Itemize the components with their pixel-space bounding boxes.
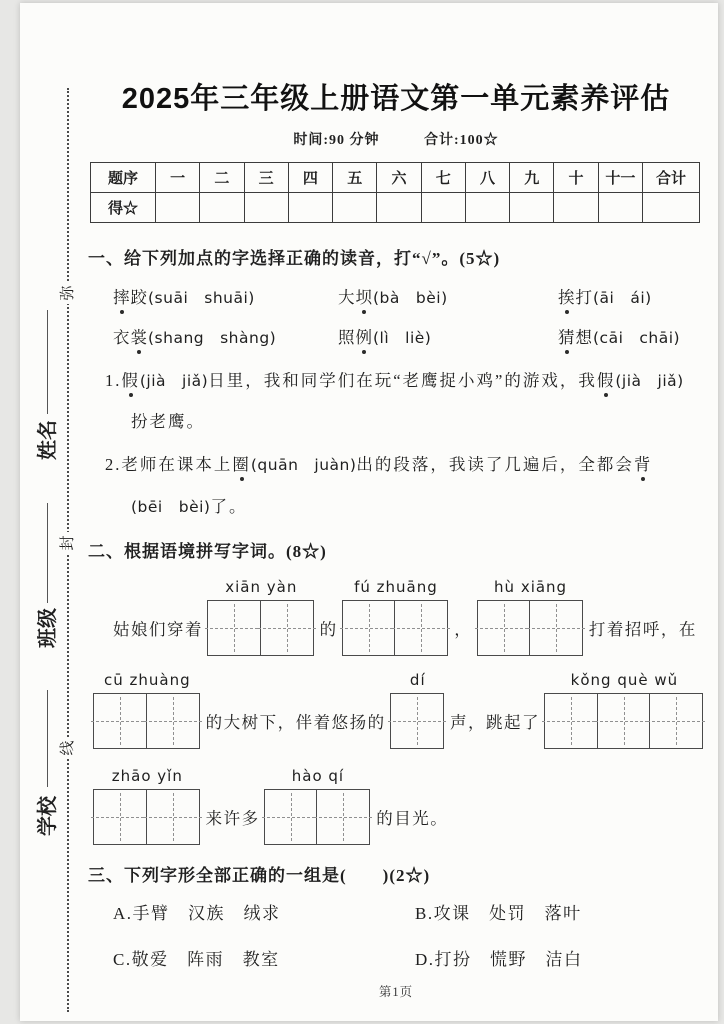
dotted-char: 假 [121, 367, 140, 391]
class-blank-line [47, 503, 48, 603]
word-item-caixiang [558, 324, 680, 348]
dotted-char: 假 [597, 367, 616, 391]
score-table-header-cell: 二 [200, 163, 244, 193]
dotted-char: 例 [356, 324, 374, 348]
writing-grid-cell [207, 600, 261, 656]
page-title: 2025年三年级上册语文第一单元素养评估 [121, 83, 671, 115]
seal-char-xian: 线 [57, 737, 79, 759]
text-segment: 想 [575, 328, 593, 347]
writing-grid-cell [597, 693, 651, 749]
writing-grid-cell [649, 693, 703, 749]
sentence1-line2 [131, 408, 205, 432]
pinyin-label: fú zhuāng [354, 578, 438, 596]
text-segment: 出的段落，我读了几遍后，全都会 [356, 455, 634, 474]
text-segment: 日里，我和同学们在玩“老鹰捉小鸡”的游戏，我 [208, 371, 597, 390]
score-cell-empty [288, 193, 332, 223]
section3-heading: 三、下列字形全部正确的一组是( )(2☆) [88, 866, 431, 885]
score-table-header-cell: 八 [465, 163, 509, 193]
name-blank-line [47, 310, 48, 414]
score-cell-empty [200, 193, 244, 223]
writing-grid-cell [93, 693, 147, 749]
pinyin-label: xiān yàn [225, 578, 298, 596]
score-table-header-cell: 六 [377, 163, 421, 193]
writing-grid-cell [316, 789, 370, 845]
pinyin-text: (lì liè) [373, 329, 432, 347]
score-cell-empty [643, 193, 700, 223]
writing-grid-group [478, 578, 583, 656]
seal-char-mi: 弥 [57, 282, 79, 304]
score-cell-empty [510, 193, 554, 223]
word-item-aida [558, 284, 652, 308]
text-segment: 扮老鹰。 [131, 412, 205, 431]
fill-sentence-text: 打着招呼，在 [588, 620, 697, 639]
score-table-header-cell: 七 [421, 163, 465, 193]
score-cell-empty [333, 193, 377, 223]
score-table-header-cell: 五 [333, 163, 377, 193]
fill-sentence-text: 声，跳起了 [449, 713, 540, 732]
class-field-label: 班级 [37, 608, 59, 648]
pinyin-text: (āi ái) [593, 289, 652, 307]
pinyin-text: (quān juàn) [250, 456, 357, 474]
writing-grid-group [95, 671, 200, 749]
fill-sentence-text: 的 [319, 620, 338, 639]
school-field-label: 学校 [37, 796, 59, 836]
text-segment: 打 [575, 288, 593, 307]
time-label: 时间:90 分钟 [293, 133, 380, 148]
pinyin-label: cū zhuàng [103, 671, 191, 689]
score-row-label: 得☆ [91, 193, 156, 223]
fill-sentence-text: 的大树下，伴着悠扬的 [205, 713, 386, 732]
writing-grid-cell [264, 789, 318, 845]
dotted-char: 摔 [113, 284, 131, 308]
sentence2-line2 [131, 493, 247, 517]
option-d: D.打扮 慌野 洁白 [415, 950, 583, 969]
text-segment: 衣 [113, 328, 131, 347]
dotted-char: 圈 [232, 451, 251, 475]
school-blank-line [47, 690, 48, 787]
writing-grid-cell [146, 693, 200, 749]
score-cell-empty [377, 193, 421, 223]
writing-grid-group [546, 671, 703, 749]
section2-heading: 二、根据语境拼写字词。(8☆) [88, 542, 327, 561]
pinyin-label: dí [409, 671, 426, 689]
pinyin-text: (jià jiǎ) [139, 372, 209, 390]
word-item-shuaijiao [113, 284, 255, 308]
pinyin-text: (suāi shuāi) [148, 289, 255, 307]
writing-grid-cell [544, 693, 598, 749]
text-segment: 了。 [210, 497, 248, 516]
pinyin-label: hù xiāng [494, 578, 568, 596]
score-cell-empty [465, 193, 509, 223]
word-item-yishang [113, 324, 276, 348]
page-number: 第1页 [378, 985, 414, 999]
pinyin-text: (shang shàng) [148, 329, 277, 347]
option-a: A.手臂 汉族 绒求 [113, 904, 281, 923]
dotted-char: 猜 [558, 324, 576, 348]
score-table-header-cell: 合计 [643, 163, 700, 193]
fill-sentence-text: 的目光。 [376, 809, 449, 828]
pinyin-fill-row-3 [95, 767, 449, 845]
score-cell-empty [244, 193, 288, 223]
name-field-label: 姓名 [37, 420, 59, 460]
writing-grid-cell [146, 789, 200, 845]
pinyin-label: zhāo yǐn [111, 767, 183, 785]
writing-grid-cell [93, 789, 147, 845]
text-segment: 照 [338, 328, 356, 347]
pinyin-label: kǒng què wǔ [570, 671, 679, 689]
dotted-char: 裳 [131, 324, 149, 348]
score-table-header-cell: 九 [510, 163, 554, 193]
pinyin-fill-row-2 [95, 671, 703, 749]
fill-sentence-text: 姑娘们穿着 [113, 620, 203, 639]
pinyin-text: (jià jiǎ) [615, 372, 684, 390]
text-segment: 2.老师在课本上 [105, 455, 233, 474]
writing-grid-cell [342, 600, 396, 656]
score-table-header-cell: 三 [244, 163, 288, 193]
writing-grid-group [209, 578, 314, 656]
writing-grid-group [392, 671, 444, 749]
fill-sentence-text: ， [454, 620, 473, 639]
writing-grid-cell [529, 600, 583, 656]
text-segment: 跤 [130, 288, 148, 307]
writing-grid-cell [390, 693, 444, 749]
pinyin-text: (bēi bèi) [131, 498, 211, 516]
writing-grid-group [95, 767, 200, 845]
score-cell-empty [554, 193, 598, 223]
text-segment: 1. [105, 371, 122, 390]
total-score-label: 合计:100☆ [424, 133, 499, 148]
writing-grid-cell [477, 600, 531, 656]
writing-grid-group [266, 767, 371, 845]
score-table-header-cell: 一 [156, 163, 200, 193]
word-item-daba [338, 284, 448, 308]
dotted-char: 挨 [558, 284, 576, 308]
score-table-header-cell: 四 [288, 163, 332, 193]
dotted-char: 背 [634, 451, 653, 475]
sentence1-line1 [105, 367, 684, 391]
writing-grid-cell [394, 600, 448, 656]
score-table-corner: 题序 [91, 163, 156, 193]
fill-sentence-text: 来许多 [205, 809, 260, 828]
writing-grid-group [344, 578, 449, 656]
score-table-header-cell: 十 [554, 163, 598, 193]
section1-heading: 一、给下列加点的字选择正确的读音，打“√”。(5☆) [88, 249, 501, 268]
pinyin-label: hào qí [291, 767, 345, 785]
score-cell-empty [598, 193, 642, 223]
sentence2-line1 [105, 451, 652, 475]
seal-char-feng: 封 [57, 532, 79, 554]
exam-meta [90, 129, 702, 149]
option-c: C.敬爱 阵雨 教室 [113, 950, 280, 969]
pinyin-text: (cāi chāi) [593, 329, 681, 347]
pinyin-text: (bà bèi) [373, 289, 448, 307]
text-segment: 大 [338, 288, 356, 307]
score-table [90, 162, 700, 223]
pinyin-fill-row-1 [113, 578, 697, 656]
writing-grid-cell [260, 600, 314, 656]
score-cell-empty [421, 193, 465, 223]
dotted-char: 坝 [356, 284, 374, 308]
option-b: B.攻课 处罚 落叶 [415, 904, 582, 923]
score-cell-empty [156, 193, 200, 223]
score-table-header-cell: 十一 [598, 163, 642, 193]
word-item-zhaoli [338, 324, 431, 348]
